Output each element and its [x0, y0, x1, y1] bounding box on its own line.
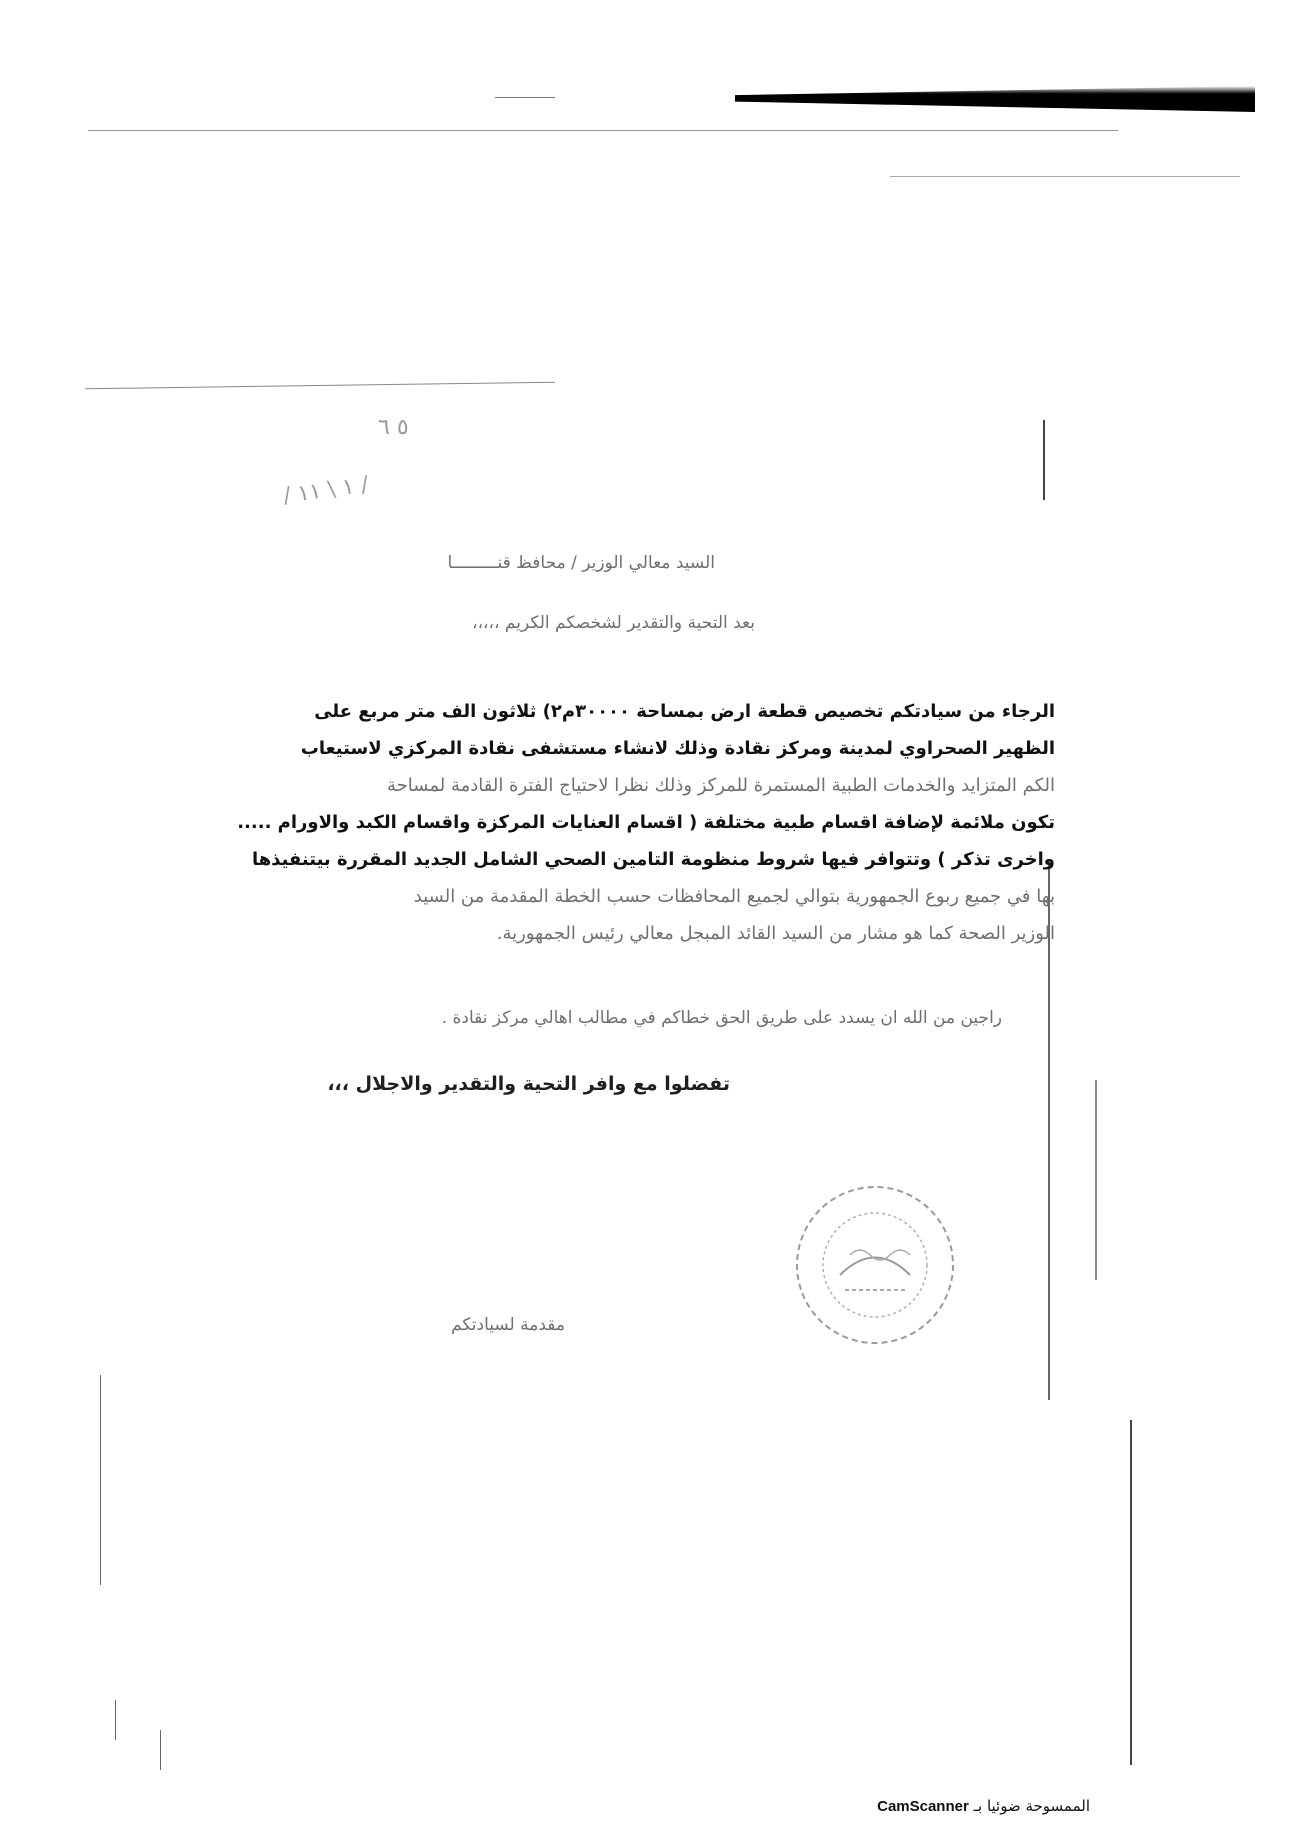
body-line: تكون ملائمة لإضافة اقسام طبية مختلفة ( اقسام العنايات المركزة واقسام الكبد والاورام .....	[237, 812, 1055, 833]
scanner-app-name: CamScanner	[877, 1798, 969, 1815]
scan-edge	[100, 1375, 101, 1585]
scan-line	[495, 97, 555, 98]
handwritten-mark: ٥ ٦	[378, 415, 409, 440]
body-line: الظهير الصحراوي لمدينة ومركز نقادة وذلك لانشاء مستشفى نقادة المركزي لاستيعاب	[300, 738, 1055, 759]
official-stamp-icon	[790, 1180, 960, 1350]
body-line: واخرى تذكر ) وتتوافر فيها شروط منظومة التامين الصحي الشامل الجديد المقررة بيتنفيذها	[251, 849, 1055, 870]
body-line: بها في جميع ربوع الجمهورية بتوالي لجميع المحافظات حسب الخطة المقدمة من السيد	[413, 886, 1055, 907]
scan-line	[890, 176, 1240, 177]
scan-edge	[1130, 1420, 1132, 1765]
scan-edge	[1043, 420, 1045, 500]
scanner-footer	[877, 1797, 1090, 1815]
address-line: السيد معالي الوزير / محافظ قنـــــــــا	[447, 553, 715, 573]
scan-edge	[115, 1700, 116, 1740]
scan-line	[88, 130, 1118, 131]
body-line: الكم المتزايد والخدمات الطبية المستمرة للمركز وذلك نظرا لاحتياج الفترة القادمة لمساحة	[387, 775, 1055, 796]
body-line: الوزير الصحة كما هو مشار من السيد القائد المبجل معالي رئيس الجمهورية.	[496, 923, 1055, 944]
scan-edge	[160, 1730, 161, 1770]
scan-edge-shadow	[735, 86, 1255, 112]
letter-body	[120, 693, 1055, 952]
scanner-footer-prefix: الممسوحة ضوئيا بـ	[973, 1797, 1090, 1815]
scan-edge	[1095, 1080, 1097, 1280]
body-line: الرجاء من سيادتكم تخصيص قطعة ارض بمساحة ٣٠٠٠٠م٢) ثلاثون الف متر مربع على	[314, 701, 1055, 722]
scan-line	[85, 382, 555, 390]
handwritten-mark: / ١ \ ١١ /	[281, 472, 371, 509]
closing-line: تفضلوا مع وافر التحية والتقدير والاجلال ،،،	[327, 1073, 730, 1095]
greeting-line: بعد التحية والتقدير لشخصكم الكريم ،،،،،	[472, 613, 755, 633]
signature-line: مقدمة لسيادتكم	[451, 1315, 565, 1335]
prayer-line: راجين من الله ان يسدد على طريق الحق خطاكم في مطالب اهالي مركز نقادة .	[441, 1008, 1002, 1028]
